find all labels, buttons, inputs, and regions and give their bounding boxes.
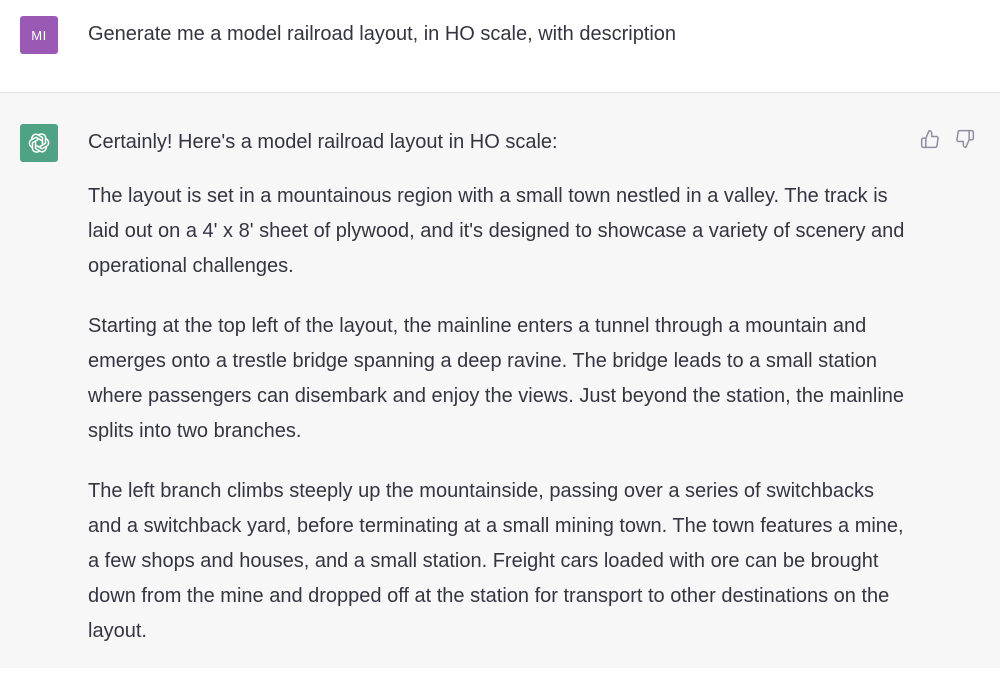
user-avatar [20, 16, 58, 54]
thumbs-down-icon [955, 129, 975, 149]
openai-logo-icon [26, 130, 52, 156]
user-message-row [0, 0, 1000, 93]
thumbs-up-button[interactable] [918, 127, 942, 151]
assistant-paragraph: Starting at the top left of the layout, the mainline enters a tunnel through a mountain and emerges onto a trestle bridge spanning a deep ravine. The bridge leads to a small station where passengers can disembark and enjoy the views. Just beyond the station, the mainline splits into two branches. [88, 315, 905, 442]
assistant-message-content [88, 124, 908, 674]
user-message-text: Generate me a model railroad layout, in HO scale, with description [88, 23, 677, 45]
assistant-avatar [20, 124, 58, 162]
assistant-paragraph: Certainly! Here's a model railroad layout in HO scale: [88, 131, 558, 153]
assistant-paragraph: The layout is set in a mountainous region with a small town nestled in a valley. The track is laid out on a 4' x 8' sheet of plywood, and it's designed to showcase a variety of scenery and operational challenges. [88, 185, 905, 277]
thumbs-up-icon [920, 129, 940, 149]
user-avatar-initials: MI [31, 27, 47, 43]
thumbs-down-button[interactable] [953, 127, 977, 151]
assistant-message-row [0, 93, 1000, 668]
assistant-paragraph: The left branch climbs steeply up the mountainside, passing over a series of switchbacks and a switchback yard, before terminating at a small mining town. The town features a mine, a few shops and houses, and a small station. Freight cars loaded with ore can be brought down from the mine and dropped off at the station for transport to other destinations on the layout. [88, 480, 904, 642]
